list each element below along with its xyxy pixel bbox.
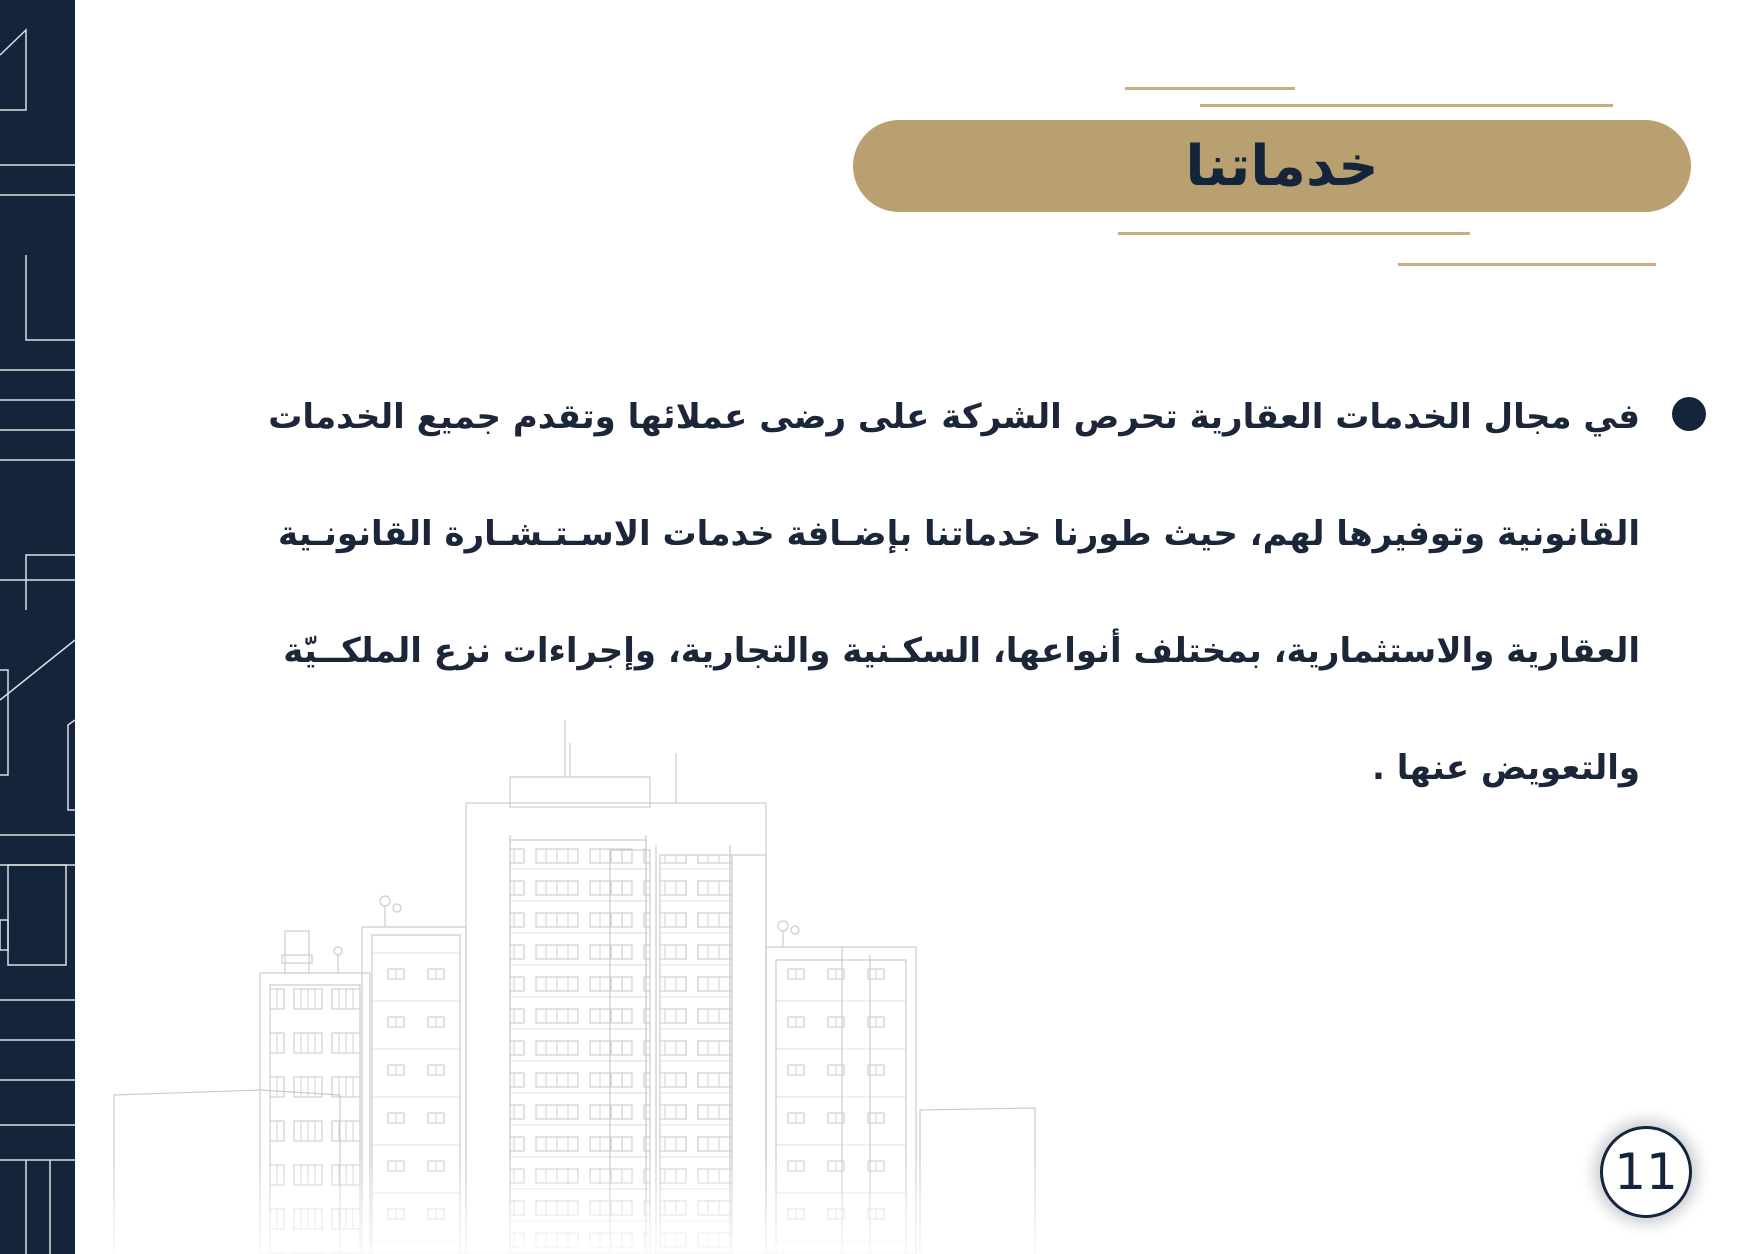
title-deco-line-2 bbox=[1200, 104, 1613, 107]
title-banner bbox=[853, 120, 1691, 212]
title-deco-line-3 bbox=[1118, 232, 1470, 235]
paragraph-line: القانونية وتوفيرها لهم، حيث طورنا خدماتنا بإضـافة خدمات الاسـتـشـارة القانونـية bbox=[278, 514, 1640, 554]
page-title: خدماتنا bbox=[1185, 133, 1379, 199]
side-decor-strip bbox=[0, 0, 75, 1254]
bullet-dot-icon bbox=[1672, 397, 1706, 431]
paragraph-line: العقارية والاستثمارية، بمختلف أنواعها، السكـنية والتجارية، وإجراءات نزع الملكــيّة bbox=[283, 631, 1640, 671]
paragraph-line: في مجال الخدمات العقارية تحرص الشركة على رضى عملائها وتقدم جميع الخدمات bbox=[268, 397, 1640, 437]
page-number: 11 bbox=[1614, 1143, 1678, 1201]
geometric-pattern-icon bbox=[0, 0, 75, 1254]
page-number-badge bbox=[1600, 1126, 1692, 1218]
buildings-illustration-icon bbox=[100, 715, 1050, 1254]
title-deco-line-4 bbox=[1398, 263, 1656, 266]
paragraph-line: والتعويض عنها . bbox=[1372, 748, 1640, 788]
title-deco-line-1 bbox=[1125, 87, 1295, 90]
